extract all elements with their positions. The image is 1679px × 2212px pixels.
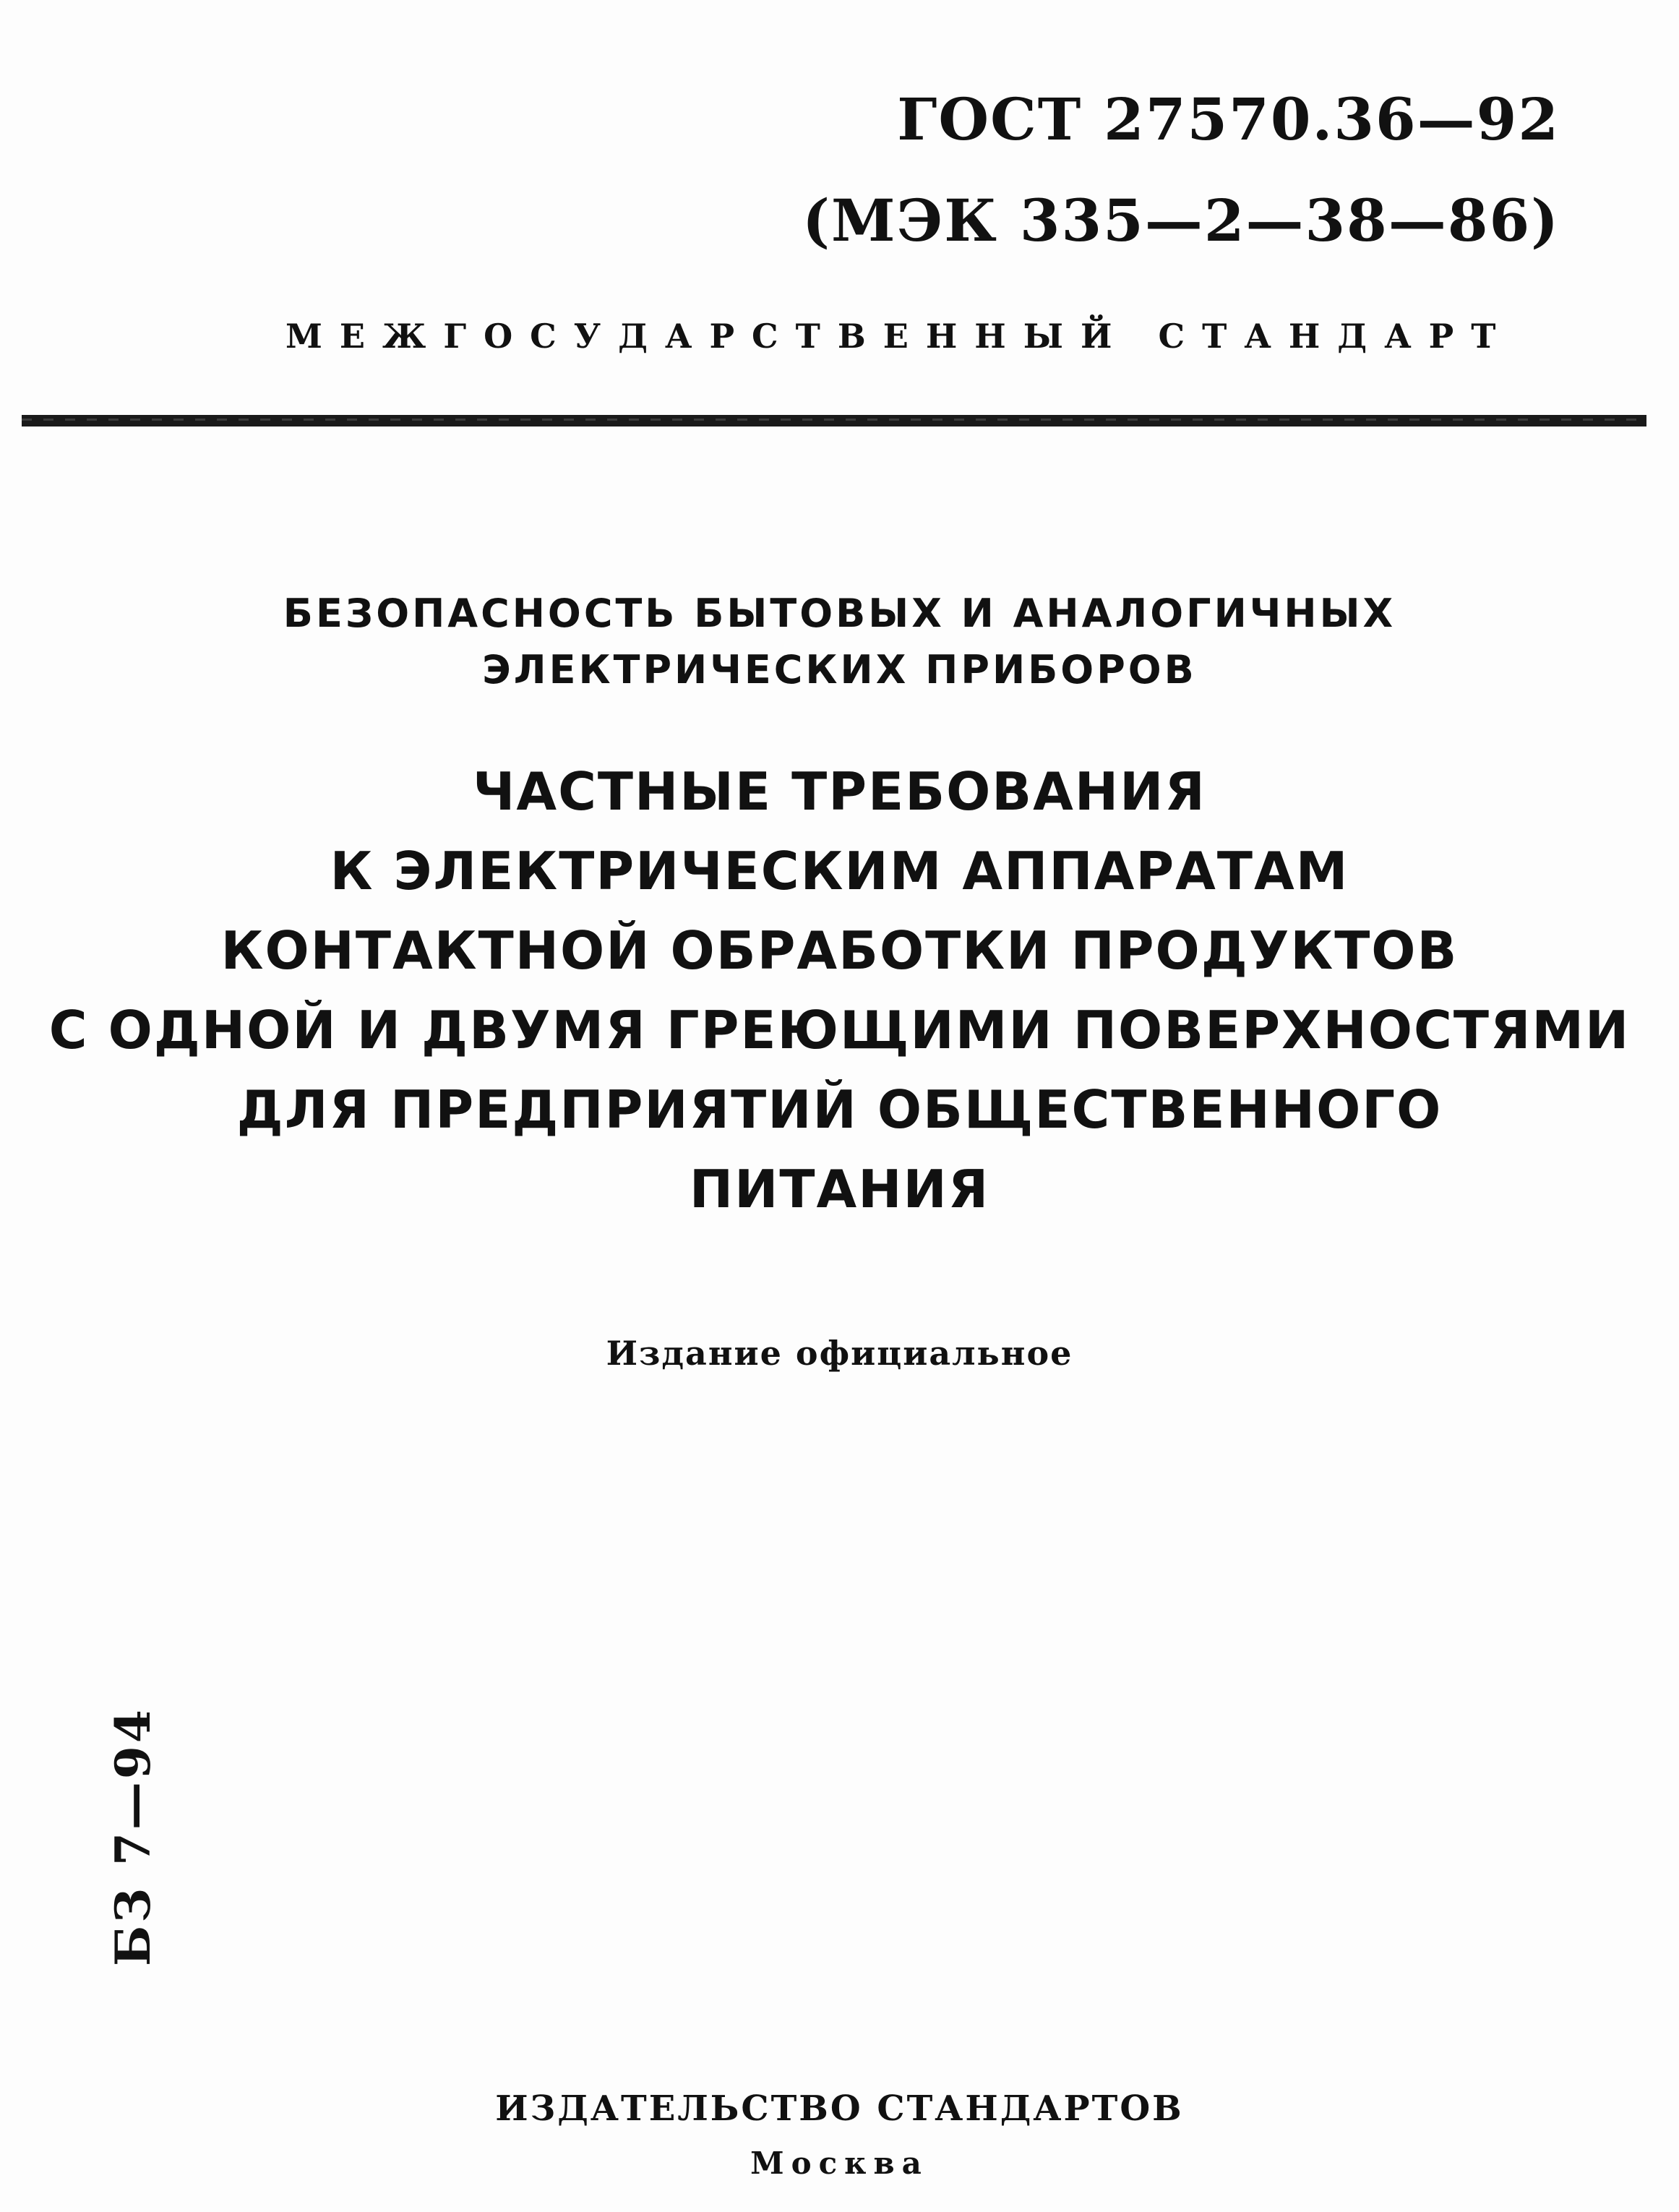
title-line: ЧАСТНЫЕ ТРЕБОВАНИЯ: [473, 761, 1206, 822]
document-subtitle: [0, 586, 1679, 698]
subtitle-line: БЕЗОПАСНОСТЬ БЫТОВЫХ И АНАЛОГИЧНЫХ: [283, 591, 1396, 636]
standard-type-heading: МЕЖГОСУДАРСТВЕННЫЙ СТАНДАРТ: [285, 317, 1513, 356]
title-line: К ЭЛЕКТРИЧЕСКИМ АППАРАТАМ: [330, 841, 1349, 901]
publisher-block: [0, 2082, 1679, 2190]
title-line: КОНТАКТНОЙ ОБРАБОТКИ ПРОДУКТОВ: [220, 920, 1459, 981]
subtitle-line: ЭЛЕКТРИЧЕСКИХ ПРИБОРОВ: [482, 647, 1197, 693]
title-line: ДЛЯ ПРЕДПРИЯТИЙ ОБЩЕСТВЕННОГО: [236, 1079, 1443, 1140]
title-line: С ОДНОЙ И ДВУМЯ ГРЕЮЩИМИ ПОВЕРХНОСТЯМИ: [48, 1000, 1631, 1060]
header-divider: [22, 415, 1646, 426]
edition-label: Издание официальное: [606, 1334, 1073, 1373]
publisher-city: Москва: [750, 2145, 929, 2181]
title-line: ПИТАНИЯ: [689, 1159, 990, 1219]
document-title: [0, 752, 1679, 1229]
side-catalog-code: БЗ 7—94: [105, 1707, 161, 1966]
iec-number: (МЭК 335—2—38—86): [802, 187, 1560, 254]
publisher-name: ИЗДАТЕЛЬСТВО СТАНДАРТОВ: [495, 2088, 1184, 2129]
standard-code-block: [802, 69, 1560, 271]
gost-number: ГОСТ 27570.36—92: [897, 85, 1560, 153]
